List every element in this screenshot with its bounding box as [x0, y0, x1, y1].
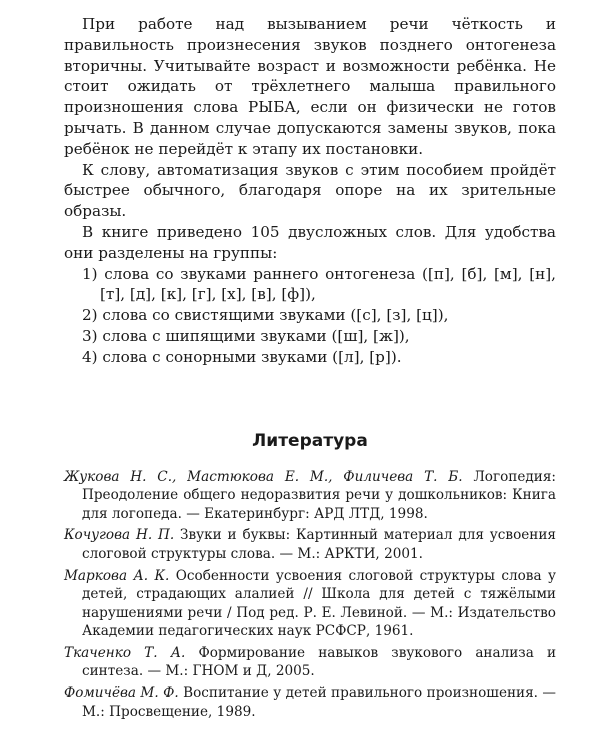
reference-text: Звуки и буквы: Картинный материал для усвоения слоговой структуры слова. — М.: АРКТИ, 2001. [82, 527, 556, 562]
reference-author: Ткаченко Т. А. [64, 644, 186, 661]
reference-author: Маркова А. К. [64, 567, 170, 584]
references-list [64, 468, 556, 722]
reference-text: Формирование навыков звукового анализа и синтеза. — М.: ГНОМ и Д, 2005. [82, 644, 557, 680]
reference-author: Жукова Н. С., Мастюкова Е. М., Филичева Т. Б. [64, 468, 463, 485]
list-item: 2) слова со свистящими звуками ([с], [з], [ц]), [82, 306, 449, 325]
book-page [64, 14, 556, 724]
reference-author: Кочугова Н. П. [64, 527, 175, 544]
literature-heading: Литература [252, 430, 368, 451]
list-item: 1) слова со звуками раннего онтогенеза ([п], [б], [м], [н], [т], [д], [к], [г], [х], [в], [ф]), [82, 264, 556, 304]
reference-item [64, 684, 556, 721]
reference-item [64, 468, 556, 524]
word-groups-list [64, 264, 556, 368]
list-item: 4) слова с сонорными звуками ([л], [р]). [82, 347, 402, 366]
reference-author: Фомичёва М. Ф. [64, 685, 179, 702]
list-item: 3) слова с шипящими звуками ([ш], [ж]), [82, 326, 410, 345]
paragraph: В книге приведено 105 двусложных слов. Для удобства они разделены на группы: [64, 222, 556, 262]
paragraph: К слову, автоматизация звуков с этим пособием пройдёт быстрее обычного, благодаря опоре на их зрительные образы. [64, 160, 556, 221]
reference-text: Логопедия: Преодоление общего недоразвития речи у дошкольников: Книга для логопеда. — Екатеринбург: АРД ЛТД, 1998. [82, 468, 556, 522]
paragraph: При работе над вызыванием речи чёткость и правильность произнесения звуков позднего онтогенеза вторичны. Учитывайте возраст и возможности ребёнка. Не стоит ожидать от трёхлетнего малыша правильного произношения слова РЫБА, если он физически не готов рычать. В данном случае допускаются замены звуков, пока ребёнок не перейдёт к этапу их постановки. [64, 15, 556, 158]
intro-text [64, 14, 556, 368]
reference-item [64, 567, 556, 641]
reference-item [64, 526, 556, 563]
reference-text: Особенности усвоения слоговой структуры слова у детей, страдающих алалией // Школа для детей с тяжёлыми нарушениями речи / Под ред. Р. Е. Левиной. — М.: Издательство Академии педагогических наук РСФСР, 1961. [82, 567, 556, 640]
reference-text: Воспитание у детей правильного произношения. — М.: Просвещение, 1989. [82, 685, 557, 720]
reference-item [64, 644, 556, 681]
